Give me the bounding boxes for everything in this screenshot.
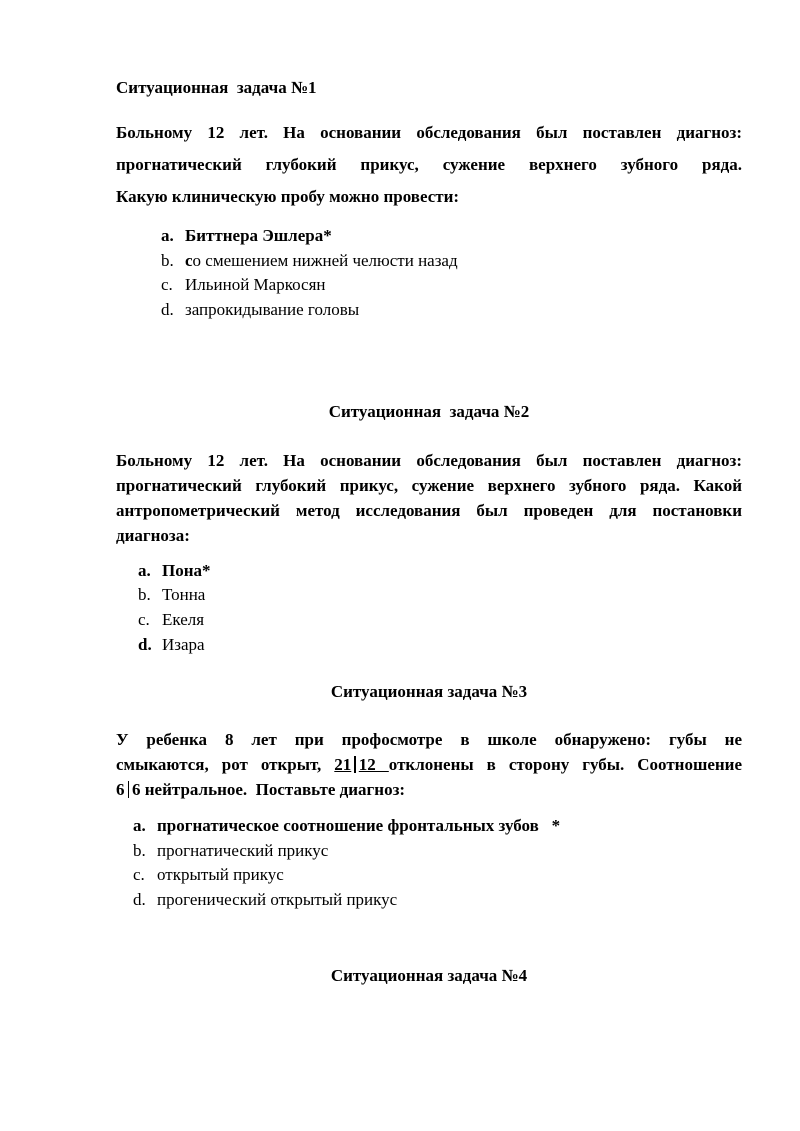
task-3-title: Ситуационная задача №3 (330, 682, 528, 701)
task-2-option-c: c. Екеля (138, 610, 205, 629)
option-text: Ильиной Маркосян (185, 275, 326, 294)
task-1-question (116, 117, 742, 213)
option-first-letter: с (185, 251, 193, 270)
option-text: прогенический открытый прикус (157, 890, 398, 909)
task-2-question-line: Больному 12 лет. На основании обследования был поставлен диагноз: (116, 451, 742, 470)
tooth-divider (354, 756, 356, 773)
task-3-option-b: b. прогнатический прикус (133, 841, 329, 860)
task-1-title: Ситуационная задача №1 (116, 78, 317, 97)
option-text: Изара (162, 635, 205, 654)
task-1-question-line: Больному 12 лет. На основании обследования был поставлен диагноз: (116, 123, 742, 142)
task-2-question (116, 448, 742, 548)
option-text: запрокидывание головы (185, 300, 360, 319)
task-1-option-b: b. со смешением нижней челюсти назад (161, 251, 458, 270)
task-2-question-line: диагноза: (116, 526, 190, 545)
task-1-option-d: d. запрокидывание головы (161, 300, 360, 319)
task-1-option-a: a. Биттнера Эшлера* (161, 226, 332, 245)
task-1-question-line: Какую клиническую пробу можно провести: (116, 187, 460, 206)
task-1-option-c: c. Ильиной Маркосян (161, 275, 326, 294)
option-text: о смешением нижней челюсти назад (192, 251, 458, 270)
task-2-option-d: d. Изара (138, 635, 205, 654)
option-text: прогнатический прикус (157, 841, 329, 860)
task-3-question (116, 727, 742, 802)
task-3-question-line: У ребенка 8 лет при профосмотре в школе обнаружено: губы не (116, 730, 742, 749)
task-2-option-b: b. Тонна (138, 585, 206, 604)
task-3-option-d: d. прогенический открытый прикус (133, 890, 398, 909)
task-1-question-line: прогнатический глубокий прикус, сужение верхнего зубного ряда. (116, 155, 742, 174)
option-text: Тонна (162, 585, 206, 604)
task-4-title: Ситуационная задача №4 (330, 966, 528, 985)
task-3-option-a: a. прогнатическое соотношение фронтальных зубов * (133, 816, 561, 835)
teeth-formula-upper: 21 12 (334, 755, 389, 774)
task-2-question-line: антропометрический метод исследования был проведен для постановки (116, 501, 742, 520)
option-text: Пона* (162, 561, 211, 580)
task-2-question-line: прогнатический глубокий прикус, сужение верхнего зубного ряда. Какой (116, 476, 742, 495)
option-text: прогнатическое соотношение фронтальных зубов * (157, 816, 561, 835)
task-3-question-line: 6 6 нейтральное. Поставьте диагноз: (116, 780, 406, 799)
option-text: открытый прикус (157, 865, 284, 884)
task-3-option-c: c. открытый прикус (133, 865, 284, 884)
task-2-title: Ситуационная задача №2 (328, 402, 530, 421)
task-2-option-a: a. Пона* (138, 561, 211, 580)
tooth-divider (128, 781, 130, 798)
task-3-question-line: смыкаются, рот открыт, 21 12 отклонены в сторону губы. Соотношение (116, 755, 742, 774)
option-text: Екеля (162, 610, 205, 629)
option-text: Биттнера Эшлера* (185, 226, 332, 245)
